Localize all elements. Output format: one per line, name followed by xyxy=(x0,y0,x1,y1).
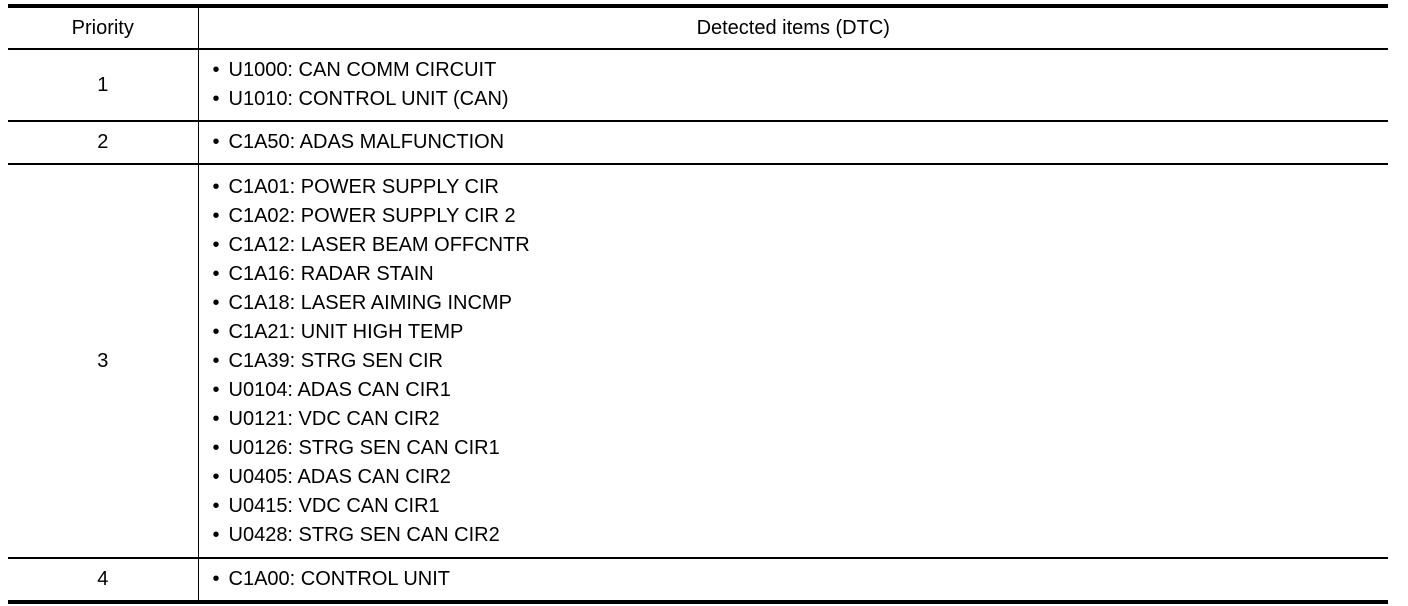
table-row xyxy=(8,558,1388,602)
list-item: • U1000: CAN COMM CIRCUIT xyxy=(213,56,1389,85)
dtc-list xyxy=(199,559,1389,600)
items-cell xyxy=(198,49,1388,121)
header-detected-items: Detected items (DTC) xyxy=(198,6,1388,49)
bullet: • xyxy=(212,378,220,401)
header-priority: Priority xyxy=(8,6,198,49)
list-item: • U0121: VDC CAN CIR2 xyxy=(213,405,1389,434)
table-header-row xyxy=(8,6,1388,49)
dtc-priority-table xyxy=(8,4,1388,604)
dtc-list xyxy=(199,122,1389,163)
list-item: • U0428: STRG SEN CAN CIR2 xyxy=(213,521,1389,550)
list-item: • C1A12: LASER BEAM OFFCNTR xyxy=(213,231,1389,260)
bullet: • xyxy=(212,233,220,256)
list-item: • C1A01: POWER SUPPLY CIR xyxy=(213,173,1389,202)
bullet: • xyxy=(212,407,220,430)
bullet: • xyxy=(212,131,220,153)
list-item: • C1A39: STRG SEN CIR xyxy=(213,347,1389,376)
list-item: • C1A16: RADAR STAIN xyxy=(213,260,1389,289)
list-item: • U0104: ADAS CAN CIR1 xyxy=(213,376,1389,405)
bullet: • xyxy=(212,262,220,285)
list-item: • U0126: STRG SEN CAN CIR1 xyxy=(213,434,1389,463)
list-item: • U0415: VDC CAN CIR1 xyxy=(213,492,1389,521)
bullet: • xyxy=(212,59,220,81)
priority-cell: 4 xyxy=(8,558,198,602)
items-cell xyxy=(198,558,1388,602)
list-item: • C1A50: ADAS MALFUNCTION xyxy=(213,128,1389,157)
list-item: • C1A21: UNIT HIGH TEMP xyxy=(213,318,1389,347)
priority-cell: 1 xyxy=(8,49,198,121)
list-item: • C1A02: POWER SUPPLY CIR 2 xyxy=(213,202,1389,231)
bullet: • xyxy=(212,204,220,227)
list-item: • C1A00: CONTROL UNIT xyxy=(213,565,1389,594)
list-item: • C1A18: LASER AIMING INCMP xyxy=(213,289,1389,318)
priority-cell: 2 xyxy=(8,121,198,164)
items-cell xyxy=(198,121,1388,164)
bullet: • xyxy=(212,320,220,343)
bullet: • xyxy=(212,175,220,198)
table-row xyxy=(8,121,1388,164)
table-row xyxy=(8,164,1388,558)
list-item: • U1010: CONTROL UNIT (CAN) xyxy=(213,85,1389,114)
bullet: • xyxy=(212,494,220,517)
bullet: • xyxy=(212,465,220,488)
list-item: • U0405: ADAS CAN CIR2 xyxy=(213,463,1389,492)
bullet: • xyxy=(212,291,220,314)
items-cell xyxy=(198,164,1388,558)
priority-cell: 3 xyxy=(8,164,198,558)
bullet: • xyxy=(212,88,220,110)
bullet: • xyxy=(212,349,220,372)
table-row xyxy=(8,49,1388,121)
dtc-list xyxy=(199,167,1389,556)
bullet: • xyxy=(212,568,220,590)
dtc-list xyxy=(199,50,1389,120)
bullet: • xyxy=(212,436,220,459)
bullet: • xyxy=(212,523,220,546)
